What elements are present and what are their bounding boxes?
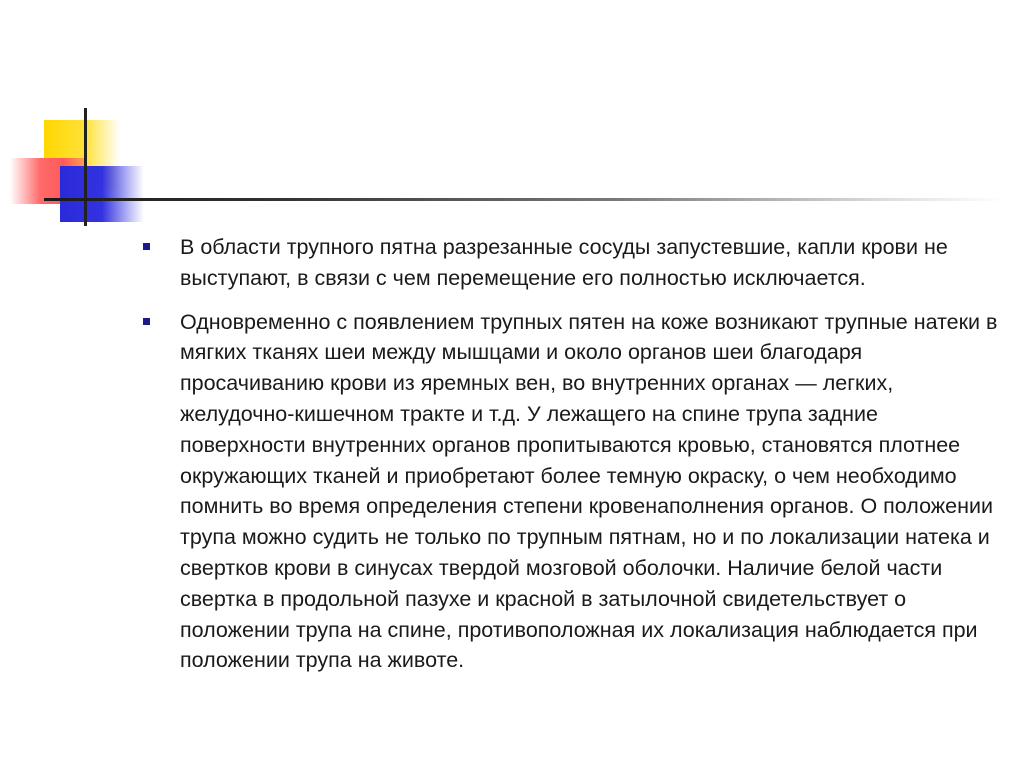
bullet-text: Одновременно с появлением трупных пятен на коже возникают трупные натеки в мягких тканях шеи между мышцами и около органов шеи благодаря просачиванию крови из яремных вен, во внутренних органах — легких, желудочно-кишечном тракте и т.д. У лежащего на спине трупа задние поверхности внутренних органов пропитываются кровью, становятся плотнее окружающих тканей и приобретают более темную окраску, о чем необходимо помнить во время определения степени кровенаполнения органов. О положении трупа можно судить не только по трупным пятнам, но и по локализации натека и свертков крови в синусах твердой мозговой оболочки. Наличие белой части свертка в продольной пазухе и красной в затылочной свидетельствует о положении трупа на спине, противоположная их локализация наблюдается при положении трупа на животе.: [180, 309, 998, 673]
square-bullet-icon: [143, 318, 150, 325]
bullet-item: [138, 307, 998, 677]
slide-body: [138, 232, 998, 689]
bullet-text: В области трупного пятна разрезанные сосуды запустевшие, капли крови не выступают, в связи с чем перемещение его полностью исключается.: [180, 235, 948, 290]
decor-blue-square: [60, 166, 144, 222]
square-bullet-icon: [143, 243, 150, 250]
decor-vertical-line: [84, 108, 87, 226]
bullet-item: [138, 232, 998, 294]
decor-horizontal-line: [44, 198, 1004, 201]
